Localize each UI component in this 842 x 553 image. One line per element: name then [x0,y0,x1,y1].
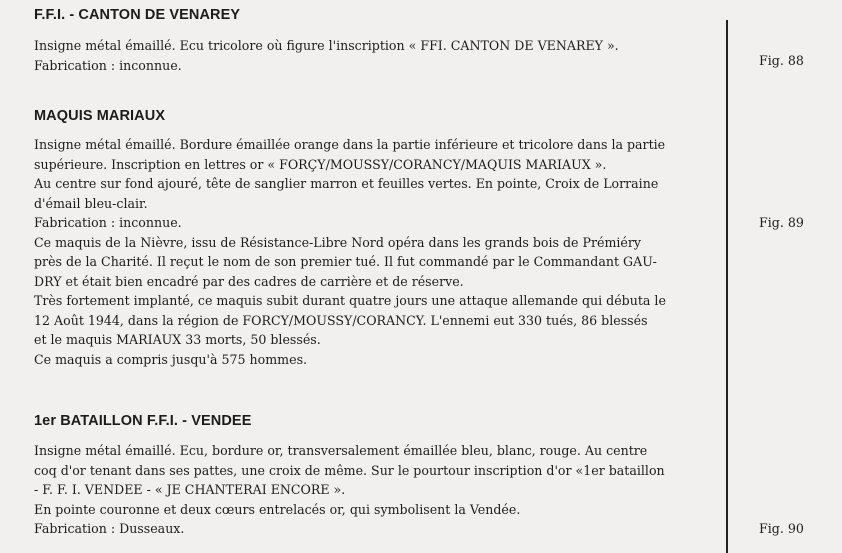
section-body-mariaux [34,135,666,369]
text-line: Fabrication : Dusseaux. [34,521,185,536]
text-line: coq d'or tenant dans ses pattes, une croix de même. Sur le pourtour inscription d'or «1er bataillon [34,462,665,478]
section-heading-mariaux: MAQUIS MARIAUX [34,108,166,124]
text-line: DRY et était bien encadré par des cadres de carrière et de réserve. [34,273,464,289]
text-line: Insigne métal émaillé. Bordure émaillée orange dans la partie inférieure et tricolore dans la partie [34,137,666,152]
column-divider [726,20,728,553]
text-line: En pointe couronne et deux cœurs entrelacés or, qui symbolisent la Vendée. [34,501,521,517]
text-line: et le maquis MARIAUX 33 morts, 50 blessés. [34,332,321,347]
section-heading-venarey: F.F.I. - CANTON DE VENAREY [34,7,241,23]
figure-label-90: Fig. 90 [759,521,804,536]
section-body-vendee [34,441,665,539]
text-line: Ce maquis a compris jusqu'à 575 hommes. [34,351,308,367]
text-line: 12 Août 1944, dans la région de FORCY/MOUSSY/CORANCY. L'ennemi eut 330 tués, 86 blessés [34,312,648,328]
text-line: Fabrication : inconnue. [34,215,182,230]
text-line: Insigne métal émaillé. Ecu, bordure or, transversalement émaillée bleu, blanc, rouge. Au centre [34,443,648,458]
text-line: Très fortement implanté, ce maquis subit durant quatre jours une attaque allemande qui débuta le [34,293,666,308]
text-line: Insigne métal émaillé. Ecu tricolore où figure l'inscription « FFI. CANTON DE VENAREY ». [34,38,619,53]
text-line: Au centre sur fond ajouré, tête de sanglier marron et feuilles vertes. En pointe, Croix de Lorraine [34,176,659,191]
figure-label-89: Fig. 89 [759,215,804,230]
section-body-venarey [34,36,619,75]
text-line: d'émail bleu-clair. [34,195,148,211]
text-line: près de la Charité. Il reçut le nom de son premier tué. Il fut commandé par le Commandant GAU- [34,254,657,269]
figure-label-88: Fig. 88 [759,53,804,68]
text-line: Ce maquis de la Nièvre, issu de Résistance-Libre Nord opéra dans les grands bois de Prémiéry [34,234,642,250]
text-line: Fabrication : inconnue. [34,57,182,73]
section-heading-vendee: 1er BATAILLON F.F.I. - VENDEE [34,413,252,429]
text-line: - F. F. I. VENDEE - « JE CHANTERAI ENCORE ». [34,482,346,497]
text-line: supérieure. Inscription en lettres or « FORÇY/MOUSSY/CORANCY/MAQUIS MARIAUX ». [34,156,607,172]
